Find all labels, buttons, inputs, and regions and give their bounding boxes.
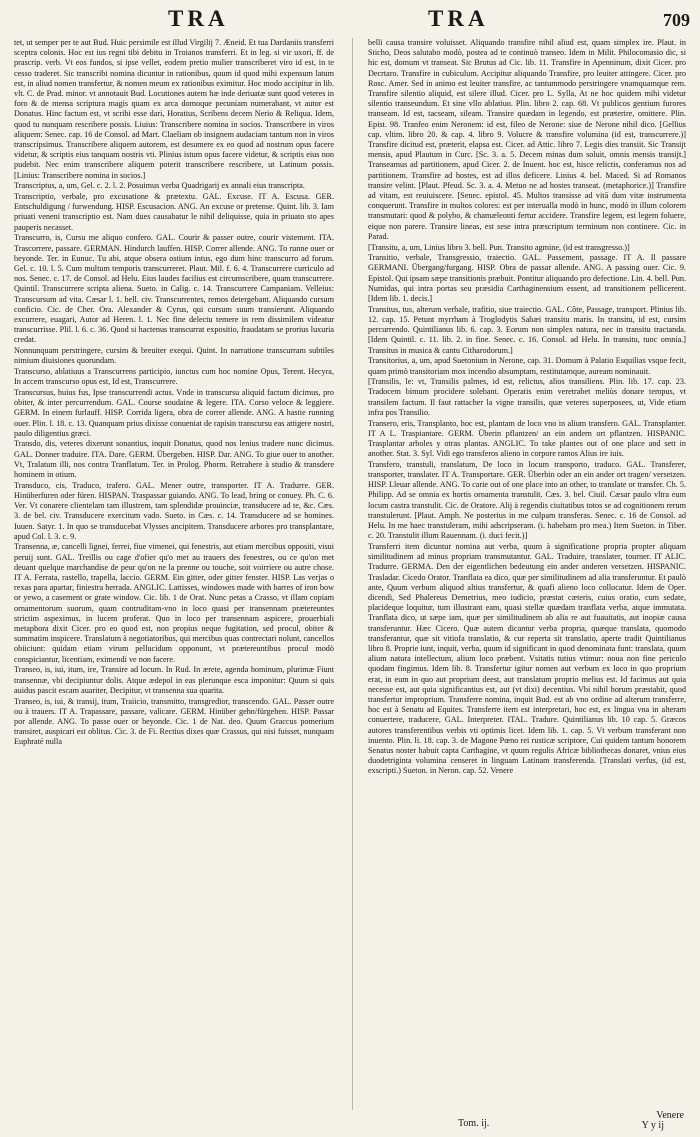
left-column — [14, 38, 334, 1110]
entry-transeo: Transeo, is, iui, & transij, itum, Traiicio, transmitto, transgredior, transcendo. GAL. Passer outre ou à trauers. IT A. Trapassare, passare, valicare. GERM. Hinüber gehn/fürgehen. HISP. Passar por allende. ANG. To passe ouer or beyonde. Cic. 1 de Nat. deo. Quum Graccus pomerium transiret, auspicari est oblitus. Cic. 3. de Fi. Rectius dixes quæ Crassus, qui nisi fuisset, nunquam Euphraté nulla — [14, 696, 334, 747]
entry-transitu: [Transitu, a, um, Linius libro 3. bell. Pun. Transito agmine, (id est transgresso.)] — [368, 242, 630, 252]
entry-transero: Transero, eris, Transplanto, hoc est, plantam de loco vno in alium transfero. GAL. Transplanter. IT A L. Traspiantare. GERM. Überin pflantzen/ an ein andern ort pflantzen. HISPANIC. Trasplantar arboles y otras plantas. ANGLIC. To take plantes out of one place and sett in another. Stat. 3. Syl. Vidi ego transferos alieno in corpore ramos Alius ire iuis. — [368, 418, 686, 459]
header-right: TRA — [428, 6, 489, 31]
entry-transilis: [Transilis, le: vt, Transilis palmes, id est, relictus, alios transiliens. Plin. lib. 17. cap. 23. Tradocem bimum procidere solebant. Operatis enim veretrabet meliùs donare tempus, vt transilem factum. Il faut rattacher la vigne transilis, quæ veteres superposees, ut, Vide etiam infra pos Transilio. — [368, 377, 686, 417]
entry-transenna: Transenna, æ, cancelli lignei, ferrei, fiue vimenei, qui fenestris, aut etiam mercibus oppositi, visui peruij sunt. GAL. Treillis ou cage d'ofier qu'o met au trauers des fenestres, ou ce qu'on met deuant quelque marchandise de peur qu'on ne la prenne ou touche, soit voirriere ou autre chose. IT A. Ferrata, rastello, trapella, laccio. GERM. Ein gitter, oder gitter fenster. HISP. Las verjas o rexas para apartar, finiestra herrada. ANGLIC. Lattisses, windowes made with barres of iron bow or yewo, a casement or grate window. Cic. lib. 1 de Orat. Nunc petas a Crasso, vt illam copiam ornamentorum suorum, quam contruditam-vno in loco quasi per transennam prætereuntes strictim aspeximus, in lucem proferat. Quo in loco per transennam aspicere, prouerbiali metaphora dixit Cicer. pro eo quod est, non propius neque fugitation, sed procul, obiter & summatim inspicere. Translatum à negotiatoribus, qui mercibus quas contrectari nolunt, cancellos obiiciunt: quidam etiam virum pellucidum opponunt, vt prætereuntibus procul modò conspiciantur, licentiam, eximendi ve non facere. — [14, 542, 334, 664]
column-divider — [352, 38, 353, 1110]
entry-transfero: Transfero, transtuli, translatum, De loco in locum transporto, traduco. GAL. Transferer, transporter, translater. IT A. Transportare. GER. Überbin oder an ein ander ort tragen/ versetzen. HISP. Lleuar allende. ANG. To carie out of one place into an other, to translate or transfer. Ch. 5. Philipp. Ad se omnia ex hortis ornamenta transtulit. Cæs. 3. bel. Ciuil. Cæsar paulo vltra eum locum castra transtulit. Cic. de Oratore. Alij à regendis ciuitatibus totos se ad cognitionem rerum transtulerunt. [Plaut. Amph. Ne posterius in me culpam transferas. Senec. c. 16 de Consol. ad Helu. In me haec transtuleram, mihi adscripseram. (i. habebam pro mea.) Item Sueton. in Tiber. c. 20. Transtulit illum Rauennam. (i. duci fecit.)] — [368, 459, 686, 541]
entry-transcriptio: Transcriptio, verbale, pro excusatione & prætextu. GAL. Excuse. IT A. Escusa. GER. Entschuldigung / furwendung. HISP. Escusacion. ANG. An excuse or pretense. Quint. lib. 3. Iam priuati veneni transcriptio est. Nam dues causabatur le nihil deliquisse, quia in priuato sto apes pauperis necasset. — [14, 192, 334, 232]
gathering-mark: Y y ij — [641, 1120, 664, 1131]
entry-transcursus: Transcursus, huius fus, Ipse transcurrendi actus. Vnde in transcursu aliquid factum dicimus, pro obiter, & inter percurrendum. GAL. Course soudaine & legere. ITA. Corso veloce & leggiere. GERM. In einem furlauff. HISP. Corrida ligera, obra de correr allende. ANG. A hastie running ouer. Plin. l. 18. c. 13. Quanquam prius dixisse conueniat de rapisin transcursu eas attigere nostri, paulo diligentius græci. — [14, 387, 334, 438]
entry-transdo: Transdo, dis, veteres dixerunt sonantius, inquit Donatus, quod nos lenius tradere nunc dicimus. GAL. Donner traduire. ITA. Dare. GERM. Übergeben. HISP. Dar. ANG. To giue ouer to another. Vt, Tralatum illi, nos contra Tranflatum. Ter. in Prolog. Phorm. Retrahere à studio & transdere hominem in otium. — [14, 439, 334, 480]
entry-transcurro: Transcurro, is, Cursu me aliquo confero. GAL. Courir & passer outre, courir vistement. ITA. Trascorrere, passare. GERMAN. Hindurch lauffen. HISP. Correr allende. ANG. To runne ouer or beyonde. Ter. in Eunuc. Tu abi, atque obsera ostium intus, ego dum hinc transcurro ad forum. Gel. c. 10. l. 5. Cum multum temporis transcurreret. Plaut. Mil. f. 6. 4. Transcurrere curriculo ad nos. Senec. c. 17. de Consol. ad Helu. Eius laudes facilius est circumscribere, quam transcurrere. Quintil. Transcurrere scripta aliena. Sueto. in Calig. c. 14. Transcurrere Campaniam. Velleius: Transcursum ad vita. Cæsar l. 1. bell. civ. Transcurrentes, remos detergebant. Aliquando cursum conficio. Cic. de Cher. Ora. Alexander & Cyrus, qui cursum suum transierunt. Aliquando excurrere, euagari, Autor ad Heren. l. 1. Nec fine delectu temere in rem dissimilem videatur transcurrisse. Plil. l. 6. c. 36. Quod si hactenus transcurrat expositio, fraudatam se prorius luxuria credat. — [14, 233, 334, 345]
volume-signature: Tom. ij. — [458, 1118, 490, 1129]
entry-transeo-rud: Transeo, is, iui, itum, ire, Transire ad locum. In Rud. In ærete, agenda hominum, plurimæ Fiunt transennæ, vbi decipiuntur dolis. Atque ædepol in eas plerunque esca imponitur: Quum si quis auidus pascit escam auariter, Decipitur, vt transenna sua quarita. — [14, 665, 334, 695]
entry-transcribo-cont: tet, ut semper per te aut Bud. Huic persimile est illud Virgilij 7. Æneid. Et tua Dardaniis transferri sceptra colonis. Hoc est ius regni tibi debitu in Troianos transferri. Et in leg. si vir uxori, ff. de prascrip. verb. Vt eos fundos, si ipse vellet, eodem pretio mulier transcriberet viro id est, in te cesso traderet. Sic transcribi nomina dicuntur in rationibus, quum id quod mihi expensum latum est, in aliud nomen transfertur, & nomen meum ex rationibus eximitur. Hoc modo accipitur in lib. vlt. C. de Prad. minor. vt annotauit Bud. Locutiones autem hæ inde deriuatæ sunt quod veteres in foro & de mensa scriptura magis quam ex arca domoque pecuniam numerabant, vt autor est Donatus. Hinc factum est, vt scribi esse dari, Horatius, Scribens decem Nerio & Reliqua. Idem, quod tu nunquam rescribere possis. Liuius: Transcribere nomina in socios. Transcribere in viros aliquem: Senec. cap. 16 de Consol. ad Mart. Claeliam ob insignem audaciam tantum non in viros transcripsimus. Transcribere aliquem autorem, est desumere ex eo quod ad nostrum opus facere videtur, & scriptis eius tanquam nostris vti. Plinius istum opus facere videtur, & scriptis eius non pudebit. Nec enim transcribere aliquem poterit transcribere rescribere, ut Latinum possis. [Linius: Transcribere nomina in socios.] — [14, 38, 334, 180]
entry-transitorius: Transitorius, a, um, apud Suetonium in Nerone, cap. 31. Domum à Palatio Esquilias vsque fecit, quam primò transitoriam mox incendio absumptam, restitutamque, auream nominauit. — [368, 356, 686, 376]
page-number: 709 — [663, 10, 690, 30]
entry-transitio: Transitio, verbale, Transgressio, traiectio. GAL. Passement, passage. IT A. Il passare GERMANI. Übergang/furgang. HISP. Obra de passar allende. ANG. A passing ouer. Cic. 9. Epistol. Qui ipsam sæpe transitionis præbuit. Pontitur aliquando pro defectione. Lin. 4. bell. Pun. Numidas, qui intra portas seu præsidia Carthaginensium essent, ad transitionem pellicerent. [Idem lib. 1. decis.] — [368, 253, 686, 304]
entry-transcurro-sense: Nonnunquam perstringere, cursim & breuiter exequi. Quint. In narratione transcurram subtiles nimium diuisiones quorundam. — [14, 346, 334, 366]
entry-transcriptus: Transcriptus, a, um, Gel. c. 2. l. 2. Posuimus verba Quadrigarij ex annali eius transcripta. — [14, 181, 305, 191]
entry-transferri: Transferri item dicuntur nomina aut verba, quum à significatione propria propter aliquam similitudinem ad minus propriam transmutantur. GAL. Traduire, translater, tourner. IT ALIC. Tradurre. GERMA. Den der eigentlichen bedeutung ein ander anderen versetzen. HISPANIC. Trasladar. Cicedo Orator. Tranflata ea dico, quæ per similitudinem ad alia transferuntur. Et paulò ante, Quum verbum aliquod altius transfertur, & quafi alieno loco collocatur. Idem de Oper. dicendi, Sed Phalereus Demetrius, meo iudicio, præstat cæteris, cuius oratio, cum sedate, placideque loquitur, tum illustrant eam, quasi stellæ quædam tranflata verba, atque immutata. Tranflata dico, ut sæpe iam, quæ per similitudinem ab alia re aut fuauitatis, aut inopiæ causa transferuntur. Hæc Cicero. Quæ autem dicantur verba propria, quæque translata, quomodo transferantur, quæ sit vitiofa translatio, & cur reperta sit translatio, aperte tradit Quintilianus libro 8. Proprie iunt, inquit, verba, quum id significant in quod denominata funt: translata, quum alium natura intellectum, alium loco præbent. Vsitatis tutius vtimur: noua non fine periculo quodam fingimus. Idem lib. 8. Transfertur igitur nomen aut verbum ex loco in quo proprium erat, in eum in quo aut proprium deest, aut translatum proprio melius est. Id facimus aut quia necesse est, aut quia significantius est, aut (vt dixi) decentius. Vbi nihil horum præstabit, quod transfertur improprium. Transferre nomina, inquit Bud. est ab vno ordine ad alterum transferre, hoc est à Senatu ad Equites. Transferre item est interpretari, hoc est, ex lingua vna in alteram conuertere, traducere, GAL. Interpreter. ITAL. Tradure. Quintilianus lib. 10 cap. 5. Græcos autores transferentibus verbis vti optimis licet. Idem lib. 1. cap. 5. Vt verbum transferant non inuento. Plin. li. 18. cap. 3. de Magone Pœno rei rusticæ scriptore, Cui quidem tantum honorem Senatus noster habuit capta Carthagine, vt quum regulis Africæ bibliothecas donaret, vnius eius duodetriginta volumina censeret in linguam Latinam transferenda. [Translati verfus, (id est, exscripti.) Sueton. in Neron. cap. 52. Venere — [368, 541, 686, 776]
catchword: Venere — [656, 1110, 684, 1121]
header-left: TRA — [168, 6, 229, 31]
entry-transcurso: Transcurso, ablatiuus a Transcurrens participio, iunctus cum hoc nomine Opus, Terent. Hecyra, In accem transcurso opus est, Id est, Transcurrere. — [14, 367, 334, 387]
page-footer — [0, 1111, 700, 1131]
entry-transduco: Transduco, cis, Traduco, trafero. GAL. Mener outre, transporter. IT A. Tradurre. GER. Hinüberfuren oder füren. HISPAN. Traspassar guiando. ANG. To lead, bring or conuey. Ph. C. 6. Ver. Vt conarere clientelam tam illustrem, tam splendidæ prouinciæ, transducere ad te, &c. Cæs. 3. de bel. civ. Transducere exercitum vado. Sueto. in Cæs. c. 14. Transducere ad se homines. Iuuen. Satyr. 1. In quo se transducebat Vlysses ancipitem. Transducere arbores pro transplantare, apud Col. l. 3. c. 9. — [14, 480, 334, 541]
running-header — [0, 4, 700, 34]
right-column — [368, 38, 686, 1110]
entry-transeo-cont: belli causa transire voluisset. Aliquando transfire nihil aliud est, quam simplex ire. Plaut. in Sticho, Deos salutabo modò, postea ad te continuò transeo. Idem in Milit. Philocomasio dic, si hic est, domum vt transeat. Sic Brutus ad Cic. lib. 11. Transfire in Apenninum, dixit Cicer. pro Decrtaro. Transfire in cubiculum. Accipitur aliquando Transfire, pro leuiter attingere. Cicer. pro Rosc. Amer. Sed in animo est leuiter transfire, ac tantummodo perstringere vnamquamque rem. Transfire silentio aliquid, est silere illud. Cicer. pro L. Sylla, At ne hoc quidem mihi videtur silentio transeundum. Et sine vllo ablatiuo. Plin. libro 2. cap. 68. Vt publicos gentium furores transeam. Id est, tacseam, sileam. Transire quædam in legendo, est præterire, omittere. Plin. Epist. 98. Tranfeo enim Neronem: id est, fileo de Nerone: siue de Nerone nihil dico. [Gellius cap. vltim. libro 20. & cap. 4. libro 9. Volucre & transfire volumina (id est, transcurrere.)] Transfire dicitud est, præterit, elapsa est. Cicer. ad Attic. libro 7. Legis dies transiit. Sic Transijt mensis, apud Plautum in Curc. [Sc. 3. a. 5. Decem minas dum soluit, omnis mensis transijt.] Transeamus ad partitionem, apud Cicer. 2. de Inuent. hoc est, hisce relictis, conferamus nos ad partitionem. Transfire ad hostes, est ad illos deficere. Linius 4. bel. Maced. Si ad Romanos transire velint. [Plaut. Pfeud. Sc. 3. a. 4. Metuo ne ad hostes transeat. (metaphorice.)] Transfire ad vitam, est reuiuiscere. [Senec. epistol. 45. Multos transisse ad vitā dum vitæ instrumenta conquerunt. Transfire in multos colores: est per interualla modò in hunc, modò in illum colorem transmutari: quod & polybo, & chamæleonti fertur accidere. Transfire legem, est legem foluere, eique non parere. Transire lineas, est sese intra præscriptum terminum non continere. Cic. in Parad. — [368, 38, 686, 241]
entry-transitus: Transitus, tus, alterum verbale, trafitio, siue traiectio. GAL. Côte, Passage, transport. Plinius lib. 12. cap. 15. Petunt myrrham à Troglodytis Sabæi transitu maris. In transitu, id est, cursim percurrendo. Quintilianus lib. 6. cap. 3. Eorum non simplex natura, nec in transitu tractanda. [Idem Quintil. c. 11. lib. 2. in fine. Senec. c. 16. Consol. ad Helu. In transitu, tunc omnia.] Transitus in musica & cantu Citharodorum.] — [368, 304, 686, 355]
